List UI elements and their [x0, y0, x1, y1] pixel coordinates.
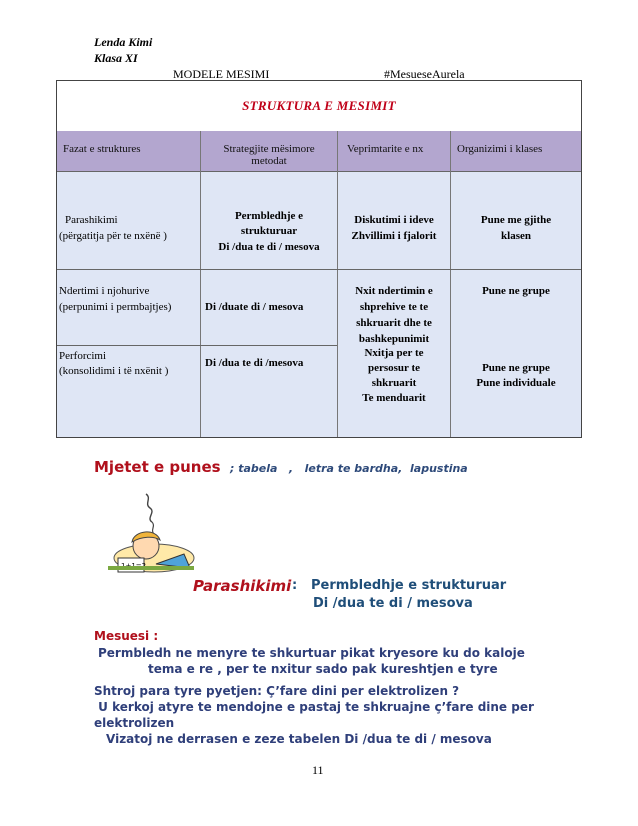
activity-line: Zhvillimi i fjalorit — [351, 230, 437, 242]
strategy-line: Permbledhje e — [234, 210, 304, 222]
organization-line: Pune individuale — [476, 377, 556, 389]
activity-line: Diskutimi i ideve — [354, 214, 434, 226]
phase-sub: (përgatitja për te nxënë ) — [59, 230, 167, 242]
hashtag-label: #MesueseAurela — [384, 67, 465, 81]
phase-name: Perforcimi — [59, 350, 107, 362]
strategy-line: Di /duate di / mesova — [205, 301, 304, 313]
teacher-line: Permbledh ne menyre te shkurtuar pikat kryesore ku do kaloje — [98, 646, 525, 660]
activity-line: Nxitja per te — [364, 347, 424, 359]
phase-name: Parashikimi — [65, 214, 118, 226]
table-title-row — [57, 81, 581, 132]
strategy-line: strukturuar — [240, 225, 298, 237]
row-divider — [57, 269, 581, 270]
tools-items: ; tabela , letra te bardha, lapustina — [230, 462, 468, 475]
teacher-line: Shtroj para tyre pyetjen: Ç’fare dini per elektrolizen ? — [94, 684, 460, 698]
tools-label: Mjetet e punes — [94, 458, 221, 476]
method-line: Permbledhje e strukturuar — [311, 578, 507, 593]
phase-sub: (perpunimi i permbajtjes) — [59, 301, 172, 313]
teacher-line: elektrolizen — [94, 716, 175, 730]
organization-line: Pune ne grupe — [482, 285, 550, 297]
activity-line: Nxit ndertimin e — [355, 285, 433, 297]
teacher-label: Mesuesi : — [94, 629, 159, 643]
teacher-line: U kerkoj atyre te mendojne e pastaj te shkruajne ç’fare dine per — [94, 700, 534, 714]
table-header-row — [57, 131, 581, 172]
row-divider — [57, 345, 337, 346]
col-header-phases: Fazat e struktures — [63, 143, 141, 155]
structure-table — [56, 80, 582, 438]
column-divider — [337, 131, 338, 437]
phase-sub: (konsolidimi i të nxënit ) — [59, 365, 169, 377]
activity-line: shprehive te te — [359, 301, 429, 313]
col-header-strategies: Strategjite mësimore metodat — [223, 143, 315, 167]
method-line: Di /dua te di / mesova — [313, 596, 473, 611]
col-header-organization: Organizimi i klases — [457, 143, 543, 155]
activity-line: shkruarit — [371, 377, 417, 389]
teacher-line: Vizatoj ne derrasen e zeze tabelen Di /dua te di / mesova — [106, 732, 492, 746]
table-title: STRUKTURA E MESIMIT — [242, 98, 396, 113]
organization-line: klasen — [501, 230, 531, 242]
page-number: 11 — [312, 763, 324, 777]
activity-line: Te menduarit — [362, 392, 426, 404]
activity-line: bashkepunimit — [358, 333, 430, 345]
student-thinking-illustration — [106, 488, 198, 580]
doc-type-label: MODELE MESIMI — [173, 67, 270, 81]
activity-line: shkruarit dhe te — [356, 317, 432, 329]
section-title: Parashikimi — [193, 577, 292, 595]
column-divider — [450, 131, 451, 437]
strategy-line: Di /dua te di / mesova — [218, 241, 320, 253]
teacher-line: tema e re , per te nxitur sado pak kureshtjen e tyre — [148, 662, 498, 676]
section-colon: : — [292, 578, 298, 593]
column-divider — [200, 131, 201, 437]
subject-label: Lenda Kimi — [94, 35, 153, 49]
activity-line: persosur te — [367, 362, 421, 374]
class-label: Klasa XI — [94, 51, 138, 65]
organization-line: Pune me gjithe — [480, 214, 552, 226]
phase-name: Ndertimi i njohurive — [59, 285, 150, 297]
strategy-line: Di /dua te di /mesova — [205, 357, 304, 369]
col-header-activities: Veprimtarite e nx — [347, 143, 424, 155]
organization-line: Pune ne grupe — [482, 362, 550, 374]
